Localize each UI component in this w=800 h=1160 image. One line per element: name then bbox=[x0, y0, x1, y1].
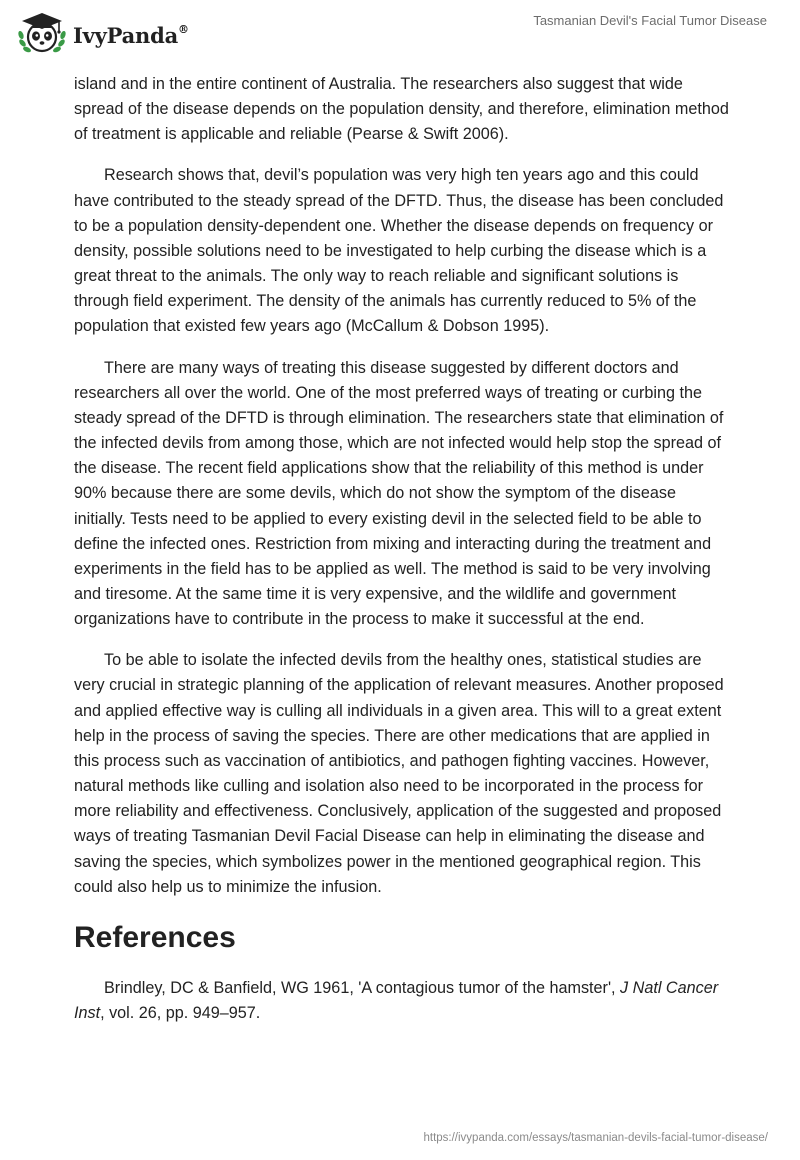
reference-item bbox=[74, 976, 730, 1026]
body-paragraph: To be able to isolate the infected devils from the healthy ones, statistical studies are very crucial in strategic planning of the application of relevant measures. Another proposed and applied effective way is culling all individuals in a given area. This will to a great extent help in the process of saving the species. There are other medications that are applied in this process such as vaccination of antibiotics, and pathogen fighting vaccines. However, natural methods like culling and isolation also need to be incorporated in the process for more reliability and effectiveness. Conclusively, application of the suggested and proposed ways of treating Tasmanian Devil Facial Disease can help in eliminating the disease and saving the species, which symbolizes power in the mentioned geographical region. This could also help us to minimize the infusion. bbox=[74, 651, 724, 896]
reference-text: Brindley, DC & Banfield, WG 1961, 'A contagious tumor of the hamster', bbox=[104, 978, 621, 997]
body-paragraph: Research shows that, devil’s population was very high ten years ago and this could have contributed to the steady spread of the DFTD. Thus, the disease has been concluded to be a population density-dependent one. Whether the disease depends on frequency or density, possible solutions need to be investigated to help curbing the disease which is a great threat to the animals. The only way to reach reliable and significant solutions is through field experiment. The density of the animals has currently reduced to 5% of the population that existed few years ago (McCallum & Dobson 1995). bbox=[74, 166, 724, 336]
source-url[interactable]: https://ivypanda.com/essays/tasmanian-devils-facial-tumor-disease/ bbox=[423, 1132, 768, 1144]
document-title: Tasmanian Devil's Facial Tumor Disease bbox=[533, 13, 767, 28]
references-heading: References bbox=[74, 920, 236, 954]
brand-name: IvyPanda® bbox=[73, 22, 189, 48]
body-paragraph: island and in the entire continent of Australia. The researchers also suggest that wide spread of the disease depends on the population density, and therefore, elimination method of treatment is applicable and reliable (Pearse & Swift 2006). bbox=[74, 75, 729, 144]
site-logo[interactable] bbox=[15, 8, 189, 56]
body-paragraph: There are many ways of treating this disease suggested by different doctors and researchers all over the world. One of the most preferred ways of treating or curbing the steady spread of the DFTD is through elimination. The researchers state that elimination of the infected devils from among those, which are not infected would help stop the spread of the disease. The recent field applications show that the reliability of this method is under 90% because there are some devils, which do not show the symptom of the disease initially. Tests need to be applied to every existing devil in the selected field to be able to define the infected ones. Restriction from mixing and interacting during the treatment and experiments in the field has to be applied as well. The method is said to be very involving and tiresome. At the same time it is very expensive, and the wildlife and government organizations have to contribute in the process to make it successful at the end. bbox=[74, 358, 724, 629]
panda-graduation-cap-logo-icon bbox=[15, 8, 69, 56]
reference-journal: J Natl Cancer Inst bbox=[74, 978, 719, 1022]
reference-details: , vol. 26, pp. 949–957. bbox=[100, 1004, 261, 1022]
essay-content bbox=[74, 72, 730, 1042]
